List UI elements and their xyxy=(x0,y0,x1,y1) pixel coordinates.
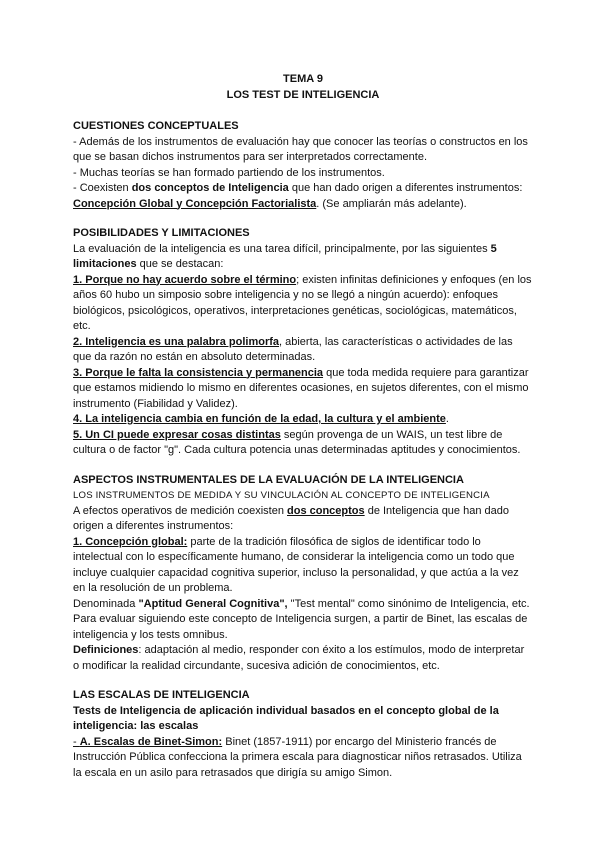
paragraph: - Además de los instrumentos de evaluación hay que conocer las teorías o constructos en los que se basan dichos instrumentos para ser interpretados correctamente. xyxy=(73,135,528,163)
paragraph xyxy=(73,181,533,197)
section-cuestiones xyxy=(73,119,533,212)
document-body xyxy=(73,72,533,795)
section-subheading: Tests de Inteligencia de aplicación individual basados en el concepto global de la inteligencia: las escalas xyxy=(73,704,499,732)
item-title: 4. La inteligencia cambia en función de la edad, la cultura y el ambiente xyxy=(73,413,446,425)
paragraph xyxy=(73,535,533,597)
text-run: : adaptación al medio, responder con éxito a los estímulos, modo de interpretar o modificar la realidad circundante, sucesiva adición de conocimientos, etc. xyxy=(73,644,525,672)
section-heading: CUESTIONES CONCEPTUALES xyxy=(73,120,239,132)
section-heading: POSIBILIDADES Y LIMITACIONES xyxy=(73,227,250,239)
bold-term: "Aptitud General Cognitiva", xyxy=(138,597,288,610)
text-run: Binet (1857-1911) por encargo del Ministerio francés de Instrucción Pública confecciona la primera escala para diagnosticar niños retrasados. Utiliza la escala en un asilo para retrasados que dirigía su amigo Simon. xyxy=(73,735,522,779)
paragraph xyxy=(73,242,533,273)
item-text: según provenga de un WAIS, un test libre de cultura o de factor "g". Cada cultura potencia unas determinadas aptitudes y conocimientos. xyxy=(73,428,521,456)
item-title: 1. Porque no hay acuerdo sobre el término xyxy=(73,273,297,286)
paragraph xyxy=(73,597,533,644)
text-run: - xyxy=(73,735,80,748)
section-escalas xyxy=(73,688,533,781)
section-aspectos xyxy=(73,473,533,675)
text-run: Denominada xyxy=(73,597,139,610)
document-title: LOS TEST DE INTELIGENCIA xyxy=(226,88,380,101)
section-heading: LAS ESCALAS DE INTELIGENCIA xyxy=(73,689,250,701)
list-item xyxy=(73,366,533,413)
underlined-term: 1. Concepción global: xyxy=(73,535,188,548)
text-run: A efectos operativos de medición coexisten xyxy=(73,504,288,517)
bold-term: 5 limitaciones xyxy=(73,242,497,270)
text-run: - Coexisten xyxy=(73,182,132,194)
text-run: La evaluación de la inteligencia es una tarea difícil, principalmente, por las siguientes xyxy=(73,242,491,255)
text-run: parte de la tradición filosófica de siglos de identificar todo lo intelectual con lo específicamente humano, de considerar la inteligencia como un todo que incluye cualquier capacidad cognitiva superior, incluso la personalidad, y que actúa a la vez en la resolución de un problema. xyxy=(73,535,519,594)
section-heading: ASPECTOS INSTRUMENTALES DE LA EVALUACIÓN DE LA INTELIGENCIA xyxy=(73,473,464,486)
item-text: ; existen infinitas definiciones y enfoques (en los años 60 hubo un simposio sobre inteligencia y no se llegó a ningún acuerdo): enfoques biológicos, psicológicos, operativos, interpretaciones genéticas, sociológicas, matemáticos, etc. xyxy=(73,273,532,332)
list-item xyxy=(73,428,533,459)
underlined-term: dos conceptos xyxy=(287,504,365,517)
tema-label: TEMA 9 xyxy=(283,73,323,85)
paragraph xyxy=(73,197,533,213)
underlined-term: Concepción Global y Concepción Factorialista xyxy=(73,197,317,210)
paragraph xyxy=(73,643,533,674)
item-text: , abierta, las características o actividades de las que da razón no están en absoluto determinadas. xyxy=(73,335,513,363)
text-run: "Test mental" como sinónimo de Inteligencia, etc. Para evaluar siguiendo este concepto de Inteligencia surgen, a partir de Binet, las escalas de inteligencia y los tests omnibus. xyxy=(73,597,530,641)
section-subheading: LOS INSTRUMENTOS DE MEDIDA Y SU VINCULACIÓN AL CONCEPTO DE INTELIGENCIA xyxy=(73,490,490,501)
list-item xyxy=(73,335,533,366)
list-item xyxy=(73,412,533,428)
paragraph xyxy=(73,735,533,782)
item-title: 5. Un CI puede expresar cosas distintas xyxy=(73,428,281,441)
item-text: . xyxy=(445,413,449,425)
item-title: 2. Inteligencia es una palabra polimorfa xyxy=(73,335,280,348)
bold-term: dos conceptos de Inteligencia xyxy=(131,182,289,194)
paragraph: - Muchas teorías se han formado partiendo de los instrumentos. xyxy=(73,166,385,179)
text-run: que se destacan: xyxy=(136,258,224,270)
paragraph xyxy=(73,504,533,535)
list-item xyxy=(73,273,533,335)
text-run: que han dado origen a diferentes instrumentos: xyxy=(288,182,523,194)
bold-term: Definiciones xyxy=(73,644,139,656)
item-text: que toda medida requiere para garantizar que estamos midiendo lo mismo en diferentes ocasiones, en sujetos diferentes, con el mismo instrumento (Fiabilidad y Validez). xyxy=(73,366,529,410)
section-posibilidades xyxy=(73,226,533,459)
text-run: de Inteligencia que han dado origen a diferentes instrumentos: xyxy=(73,504,509,532)
item-title: 3. Porque le falta la consistencia y permanencia xyxy=(73,366,324,379)
underlined-term: A. Escalas de Binet-Simon: xyxy=(79,735,223,748)
text-run: . (Se ampliarán más adelante). xyxy=(316,197,467,210)
